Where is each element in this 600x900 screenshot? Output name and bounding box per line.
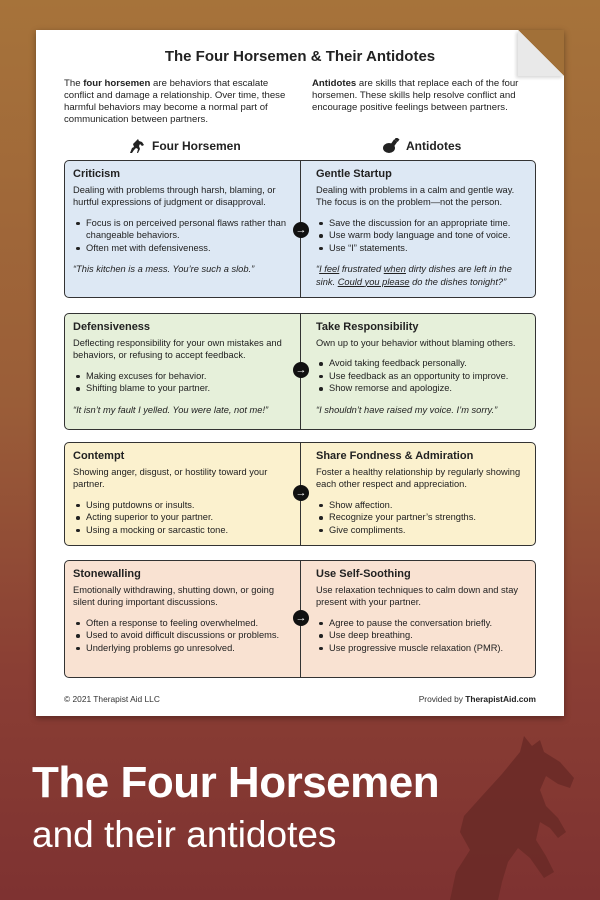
antidotes-column-header: Antidotes (382, 138, 461, 154)
horsemen-intro: The four horsemen are behaviors that escalate conflict and damage a relationship. Over time, these harmful behaviors may become a normal part of communication between partners. (64, 78, 286, 125)
list-item: Agree to pause the conversation briefly. (316, 617, 529, 630)
horseman-example: “This kitchen is a mess. You’re such a slob.” (73, 264, 255, 274)
horseman-bullets (73, 617, 292, 655)
antidote-description: Dealing with problems in a calm and gentle way. The focus is on the problem—not the person. (316, 184, 515, 207)
list-item: Use progressive muscle relaxation (PMR). (316, 642, 529, 655)
horseman-description: Emotionally withdrawing, shutting down, or going silent during important discussions. (73, 584, 275, 607)
defensiveness-responsibility-panel (64, 313, 536, 430)
horsemen-column-header: Four Horsemen (128, 138, 241, 154)
gentle-startup-card (301, 161, 536, 297)
list-item: Underlying problems go unresolved. (73, 642, 292, 655)
horseman-description: Dealing with problems through harsh, blaming, or hurtful expressions of judgment or disapproval. (73, 184, 276, 207)
provider-footer: Provided by TherapistAid.com (418, 694, 536, 704)
antidote-title: Share Fondness & Admiration (316, 450, 474, 462)
antidote-bullets (316, 217, 529, 255)
antidotes-intro: Antidotes are skills that replace each of the four horsemen. These skills help resolve conflict and encourage positive feelings between partners. (312, 78, 519, 113)
list-item: Use feedback as an opportunity to improve. (316, 370, 529, 383)
contempt-card (65, 443, 301, 545)
list-item: Show remorse and apologize. (316, 382, 529, 395)
antidote-example: “I shouldn’t have raised my voice. I’m sorry.” (316, 404, 498, 415)
horseman-title: Defensiveness (73, 321, 151, 333)
horseman-title: Stonewalling (73, 568, 141, 580)
horseman-example: “It isn’t my fault I yelled. You were late, not me!” (73, 404, 269, 415)
list-item: Use deep breathing. (316, 629, 529, 642)
list-item: Shifting blame to your partner. (73, 382, 292, 395)
antidote-description: Use relaxation techniques to calm down and stay present with your partner. (316, 584, 519, 607)
defensiveness-card (65, 314, 301, 429)
list-item: Use warm body language and tone of voice. (316, 229, 529, 242)
banner-subtitle: and their antidotes (32, 814, 337, 855)
horseman-bullets (73, 217, 292, 255)
worksheet-page (36, 30, 564, 716)
horseman-title: Criticism (73, 168, 121, 180)
antidote-bullets (316, 499, 529, 537)
antidote-bullets (316, 617, 529, 655)
antidote-title: Gentle Startup (316, 168, 392, 180)
arrow-right-circle-icon: → (293, 485, 309, 501)
list-item: Often a response to feeling overwhelmed. (73, 617, 292, 630)
arrow-right-circle-icon: → (293, 610, 309, 626)
criticism-gentle-startup-panel (64, 160, 536, 298)
list-item: Used to avoid difficult discussions or problems. (73, 629, 292, 642)
horseman-description: Deflecting responsibility for your own mistakes and behaviors, or refusing to accept feedback. (73, 337, 282, 360)
antidote-description: Foster a healthy relationship by regularly showing each other respect and appreciation. (316, 466, 521, 489)
horse-icon (128, 138, 146, 154)
list-item: Acting superior to your partner. (73, 511, 292, 524)
horseman-title: Contempt (73, 450, 125, 462)
antidote-title: Use Self-Soothing (316, 568, 411, 580)
share-fondness-card (301, 443, 536, 545)
list-item: Often met with defensiveness. (73, 242, 292, 255)
list-item: Show affection. (316, 499, 529, 512)
horseman-description: Showing anger, disgust, or hostility toward your partner. (73, 466, 268, 489)
list-item: Using putdowns or insults. (73, 499, 292, 512)
list-item: Avoid taking feedback personally. (316, 357, 529, 370)
antidote-bottle-icon (382, 138, 400, 154)
banner-title: The Four Horsemen (32, 758, 440, 807)
antidote-bullets (316, 357, 529, 395)
antidote-example: “I feel frustrated when dirty dishes are left in the sink. Could you please do the dishes tonight?” (316, 264, 512, 287)
contempt-fondness-panel (64, 442, 536, 546)
copyright-footer: © 2021 Therapist Aid LLC (64, 694, 160, 704)
list-item: Using a mocking or sarcastic tone. (73, 524, 292, 537)
page-title: The Four Horsemen & Their Antidotes (164, 48, 436, 65)
arrow-right-circle-icon: → (293, 362, 309, 378)
list-item: Use “I” statements. (316, 242, 529, 255)
list-item: Give compliments. (316, 524, 529, 537)
horseman-bullets (73, 370, 292, 395)
stonewalling-self-soothing-panel (64, 560, 536, 678)
antidote-title: Take Responsibility (316, 321, 419, 333)
horseman-bullets (73, 499, 292, 537)
stonewalling-card (65, 561, 301, 677)
list-item: Focus is on perceived personal flaws rather than changeable behaviors. (73, 217, 292, 242)
list-item: Save the discussion for an appropriate time. (316, 217, 529, 230)
take-responsibility-card (301, 314, 536, 429)
list-item: Making excuses for behavior. (73, 370, 292, 383)
self-soothing-card (301, 561, 536, 677)
arrow-right-circle-icon: → (293, 222, 309, 238)
antidote-description: Own up to your behavior without blaming others. (316, 337, 516, 348)
criticism-card (65, 161, 301, 297)
list-item: Recognize your partner’s strengths. (316, 511, 529, 524)
